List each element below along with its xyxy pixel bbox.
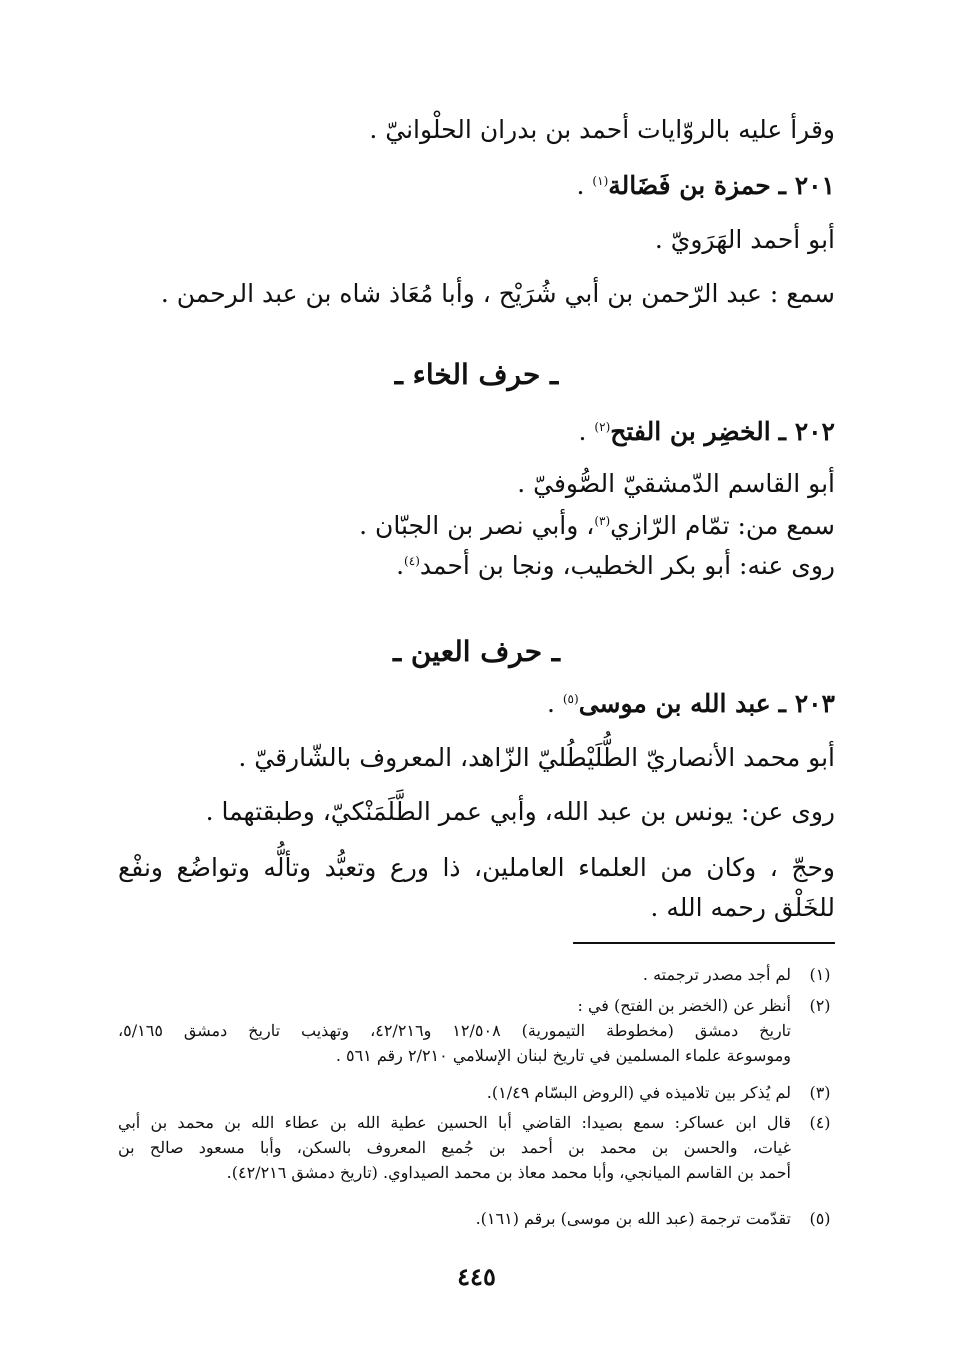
footnote-marker: (٤) [404, 554, 420, 568]
entry-203-desc-line2: للخَلْق رحمه الله . [650, 893, 835, 922]
footnote-line: أحمد بن القاسم الميانجي، وأبا محمد معاذ بن محمد الصيداوي. (تاريخ دمشق ٤٢/٢١٦). [226, 1163, 791, 1182]
entry-end: . [576, 171, 585, 200]
footnote-3 [118, 1080, 835, 1105]
footnote-line: وموسوعة علماء المسلمين في تاريخ لبنان الإسلامي ٢/٢١٠ رقم ٥٦١ . [335, 1046, 791, 1065]
heard-text-rest: ، وأبي نصر بن الجبّان . [359, 511, 595, 540]
footnote-number: (١) [809, 965, 831, 984]
entry-name: الخضِر بن الفتح [610, 417, 771, 446]
entry-number: ٢٠٣ ـ [778, 689, 835, 718]
narr-text: روى عنه: أبو بكر الخطيب، ونجا بن أحمد [419, 551, 835, 580]
entry-202-title [579, 414, 835, 450]
footnote-number: (٣) [809, 1083, 831, 1102]
footnote-line: لم أجد مصدر ترجمته . [642, 965, 791, 984]
footnote-text [118, 993, 791, 1068]
footnote-2 [118, 993, 835, 1068]
footnote-number: (٢) [809, 996, 831, 1015]
entry-201-heard: سمع : عبد الرّحمن بن أبي شُرَيْح ، وأبا مُعَاذ شاه بن عبد الرحمن . [160, 279, 835, 308]
footnote-text [118, 1080, 791, 1105]
entry-end: . [578, 417, 587, 446]
footnote-4 [118, 1110, 835, 1185]
footnote-line: أنظر عن (الخضر بن الفتح) في : [577, 996, 791, 1015]
footnote-marker: (٥) [562, 692, 579, 706]
footnote-separator [573, 942, 835, 944]
heard-text: سمع من: تمّام الرّازي [610, 511, 835, 540]
footnote-marker: (٣) [594, 514, 611, 528]
section-heading-kha: ـ حرف الخاء ـ [394, 358, 559, 391]
entry-201-title [577, 168, 835, 204]
footnote-number: (٤) [809, 1113, 831, 1132]
entry-name: حمزة بن فَضَالة [608, 171, 771, 200]
entry-202-kunya: أبو القاسم الدّمشقيّ الصُّوفيّ . [517, 469, 835, 498]
entry-203-kunya: أبو محمد الأنصاريّ الطُّلَيْطُليّ الزّاهد، المعروف بالشّارقيّ . [238, 743, 835, 772]
footnote-text [118, 962, 791, 987]
footnote-5 [118, 1206, 835, 1231]
narr-end: . [396, 551, 405, 580]
footnote-text [118, 1206, 791, 1231]
entry-number: ٢٠٢ ـ [778, 417, 835, 446]
entry-end: . [546, 689, 555, 718]
entry-number: ٢٠١ ـ [778, 171, 835, 200]
page-number: ٤٤٥ [457, 1262, 496, 1291]
footnote-line: تقدّمت ترجمة (عبد الله بن موسى) برقم (١٦١). [475, 1209, 791, 1228]
entry-203-narrators: روى عن: يونس بن عبد الله، وأبي عمر الطَّلَمَنْكيّ، وطبقتهما . [205, 797, 835, 826]
footnote-line: تاريخ دمشق (مخطوطة التيمورية) ١٢/٥٠٨ و٤٢/٢١٦، وتهذيب تاريخ دمشق ٥/١٦٥، [118, 1021, 792, 1040]
footnote-number: (٥) [809, 1209, 831, 1228]
entry-201-kunya: أبو أحمد الهَرَويّ . [654, 225, 835, 254]
entry-203-desc-line1: وحجّ ، وكان من العلماء العاملين، ذا ورع وتعبُّد وتألُّه وتواضُع ونفْع [118, 853, 835, 882]
footnote-line: غيات، والحسن بن محمد بن أحمد بن جُميع المعروف بالسكن، وأبا مسعود صالح بن [118, 1138, 791, 1157]
footnote-line: قال ابن عساكر: سمع بصيدا: القاضي أبا الحسين عطية الله بن عطاء الله بن محمد بن أبي [118, 1113, 791, 1132]
footnote-marker: (١) [592, 174, 609, 188]
footnote-text [118, 1110, 791, 1185]
entry-202-narrators [396, 548, 835, 584]
entry-202-heard [359, 508, 835, 544]
footnote-marker: (٢) [594, 420, 611, 434]
entry-203-title [547, 686, 835, 722]
footnote-1 [118, 962, 835, 987]
footnote-line: لم يُذكر بين تلاميذه في (الروض البسّام ١/٤٩). [486, 1083, 791, 1102]
text-line: وقرأ عليه بالروّايات أحمد بن بدران الحلْوانيّ . [369, 115, 835, 144]
entry-name: عبد الله بن موسى [578, 689, 771, 718]
section-heading-ayn: ـ حرف العين ـ [392, 635, 560, 668]
